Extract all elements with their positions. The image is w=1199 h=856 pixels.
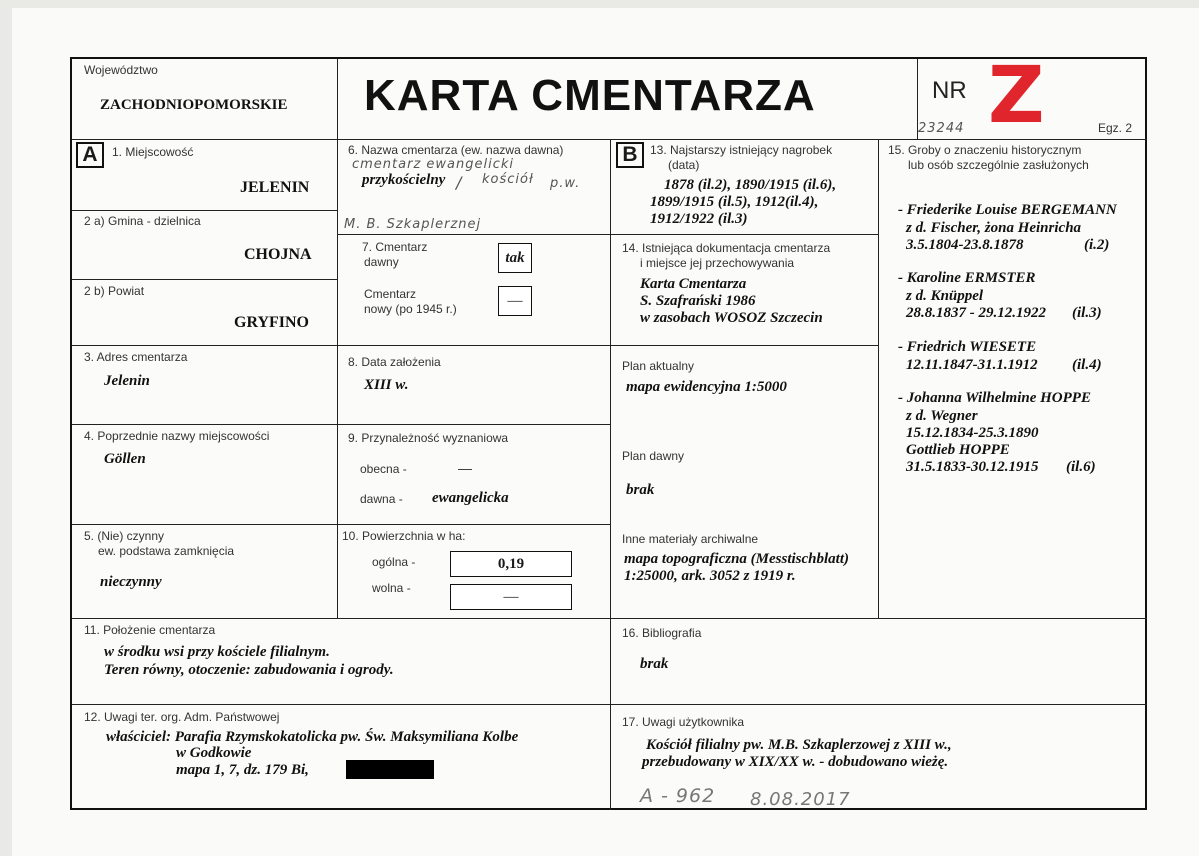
f13-label-sub: (data) <box>668 158 700 172</box>
f7-label-dawny: dawny <box>364 255 399 269</box>
f1-value: JELENIN <box>240 179 310 196</box>
inne-line: mapa topograficzna (Messtischblatt) <box>624 551 850 567</box>
f1-label: 1. Miejscowość <box>112 145 194 159</box>
f15-label-sub: lub osób szczególnie zasłużonych <box>908 158 1089 172</box>
inne-label: Inne materiały archiwalne <box>622 532 759 546</box>
divider <box>72 424 338 425</box>
divider <box>72 345 338 346</box>
card-title: KARTA CMENTARZA <box>364 71 816 120</box>
f10-wolna-box: — <box>450 584 572 610</box>
f10-label: 10. Powierzchnia w ha: <box>342 529 466 543</box>
divider <box>72 618 1147 619</box>
inne-line: 1:25000, ark. 3052 z 1919 r. <box>624 568 796 584</box>
nr-label: NR <box>932 77 967 104</box>
column-divider <box>878 140 879 618</box>
f10-ogolna-box: 0,19 <box>450 551 572 577</box>
f6-hand-3: p.w. <box>550 176 581 191</box>
f11-line: w środku wsi przy kościele filialnym. <box>104 644 330 660</box>
nr-red-mark: Z <box>988 51 1045 141</box>
f6-hand-2: kościół <box>482 172 534 187</box>
wojewodztwo-cell <box>72 59 338 140</box>
f7-label: 7. Cmentarz <box>362 240 428 254</box>
f7-dawny-box: tak <box>498 243 532 273</box>
f14-label-sub: i miejsce jej przechowywania <box>640 256 795 270</box>
wojewodztwo-label: Województwo <box>84 63 158 77</box>
plan-aktualny-value: mapa ewidencyjna 1:5000 <box>626 379 787 395</box>
f15-entry-line: 12.11.1847-31.1.1912 <box>906 357 1038 373</box>
f12-line: właściciel: Parafia Rzymskokatolicka pw. Św. Maksymiliana Kolbe <box>106 729 519 745</box>
f15-entry-ref: (il.4) <box>1072 357 1102 373</box>
divider <box>338 524 611 525</box>
f4-label: 4. Poprzednie nazwy miejscowości <box>84 429 270 443</box>
f15-entry-ref: (il.3) <box>1072 305 1102 321</box>
plan-dawny-label: Plan dawny <box>622 449 685 463</box>
redaction-bar <box>346 760 434 779</box>
f12-line: mapa 1, 7, dz. 179 Bi, <box>176 762 309 778</box>
divider <box>338 234 611 235</box>
f13-label: 13. Najstarszy istniejący nagrobek <box>650 143 833 157</box>
nr-cell <box>918 51 1147 141</box>
f5-value: nieczynny <box>100 574 162 590</box>
nr-handwritten: 23244 <box>918 121 965 136</box>
f2a-value: CHOJNA <box>244 246 312 263</box>
f17-line: Kościół filialny pw. M.B. Szkaplerzowej z XIII w., <box>646 737 952 753</box>
f8-value: XIII w. <box>364 377 409 393</box>
f9-dawna-label: dawna - <box>360 492 403 506</box>
f16-label: 16. Bibliografia <box>622 626 702 640</box>
f16-value: brak <box>640 656 669 672</box>
f10-ogolna-label: ogólna - <box>372 555 416 569</box>
f9-label: 9. Przynależność wyznaniowa <box>348 431 509 445</box>
f15-entry-line: z d. Fischer, żona Heinricha <box>906 220 1082 236</box>
f13-line: 1912/1922 (il.3) <box>650 211 748 227</box>
f12-line: w Godkowie <box>176 745 252 761</box>
divider <box>338 345 611 346</box>
section-b-letter: B <box>616 142 644 168</box>
f3-value: Jelenin <box>104 373 150 389</box>
f7-nowy-box: — <box>498 286 532 316</box>
divider <box>72 524 338 525</box>
divider <box>610 234 878 235</box>
f9-obecna-label: obecna - <box>360 462 407 476</box>
divider <box>610 345 878 346</box>
f8-label: 8. Data założenia <box>348 355 441 369</box>
f15-entry-line: 15.12.1834-25.3.1890 <box>906 425 1039 441</box>
f12-label: 12. Uwagi ter. org. Adm. Państwowej <box>84 710 280 724</box>
f6-label: 6. Nazwa cmentarza (ew. nazwa dawna) <box>348 143 564 157</box>
f15-entry-line: z d. Wegner <box>906 408 978 424</box>
f7-label-cmentarz: Cmentarz <box>364 287 417 301</box>
hand-code: A - 962 <box>640 785 716 807</box>
f6-value: przykościelny <box>362 172 446 188</box>
f2a-label: 2 a) Gmina - dzielnica <box>84 214 201 228</box>
cemetery-card <box>70 51 1147 810</box>
f14-label: 14. Istniejąca dokumentacja cmentarza <box>622 241 831 255</box>
f6-hand-4: M. B. Szkaplerznej <box>344 217 482 232</box>
divider <box>72 279 338 280</box>
f15-entry-line: - Friedrich WIESETE <box>898 339 1037 355</box>
f15-entry-line: z d. Knüppel <box>906 288 984 304</box>
f15-entry-line: 28.8.1837 - 29.12.1922 <box>906 305 1046 321</box>
f13-line: 1878 (il.2), 1890/1915 (il.6), <box>664 177 837 193</box>
column-divider <box>337 140 338 618</box>
f17-line: przebudowany w XIX/XX w. - dobudowano wieżę. <box>642 754 949 770</box>
f4-value: Göllen <box>104 451 146 467</box>
divider <box>72 210 338 211</box>
f2b-value: GRYFINO <box>234 314 309 331</box>
f15-entry-line: - Friederike Louise BERGEMANN <box>898 202 1117 218</box>
f11-line: Teren równy, otoczenie: zabudowania i ogrody. <box>104 662 394 678</box>
f9-obecna-value: — <box>458 460 472 476</box>
f7-label-nowy: nowy (po 1945 r.) <box>364 302 457 316</box>
f15-entry-line: - Karoline ERMSTER <box>898 270 1036 286</box>
f14-line: w zasobach WOSOZ Szczecin <box>640 310 823 326</box>
egz-label: Egz. 2 <box>1098 121 1133 135</box>
f17-label: 17. Uwagi użytkownika <box>622 715 745 729</box>
plan-dawny-value: brak <box>626 482 655 498</box>
column-divider <box>610 140 611 810</box>
f15-label: 15. Groby o znaczeniu historycznym <box>888 143 1082 157</box>
f14-line: Karta Cmentarza <box>640 276 747 292</box>
divider <box>72 704 1147 705</box>
f6-hand-1: cmentarz ewangelicki <box>352 157 515 172</box>
f2b-label: 2 b) Powiat <box>84 284 145 298</box>
f5-label-sub: ew. podstawa zamknięcia <box>98 544 235 558</box>
f13-line: 1899/1915 (il.5), 1912(il.4), <box>650 194 819 210</box>
f15-entry-ref: (il.6) <box>1066 459 1096 475</box>
title-cell <box>338 59 918 140</box>
f11-label: 11. Położenie cmentarza <box>84 623 216 637</box>
f9-dawna-value: ewangelicka <box>432 490 509 506</box>
divider <box>338 424 611 425</box>
hand-date: 8.08.2017 <box>750 789 851 810</box>
f15-entry-ref: (i.2) <box>1084 237 1110 253</box>
section-a-letter: A <box>76 142 104 168</box>
wojewodztwo-value: ZACHODNIOPOMORSKIE <box>100 97 288 113</box>
f3-label: 3. Adres cmentarza <box>84 350 188 364</box>
plan-aktualny-label: Plan aktualny <box>622 359 695 373</box>
f15-entry-line: Gottlieb HOPPE <box>906 442 1010 458</box>
f15-entry-line: - Johanna Wilhelmine HOPPE <box>898 390 1091 406</box>
f15-entry-line: 3.5.1804-23.8.1878 <box>906 237 1024 253</box>
f6-slash: / <box>456 173 463 192</box>
f15-entry-line: 31.5.1833-30.12.1915 <box>906 459 1039 475</box>
f5-label: 5. (Nie) czynny <box>84 529 165 543</box>
f10-wolna-label: wolna - <box>372 581 411 595</box>
f14-line: S. Szafrański 1986 <box>640 293 756 309</box>
